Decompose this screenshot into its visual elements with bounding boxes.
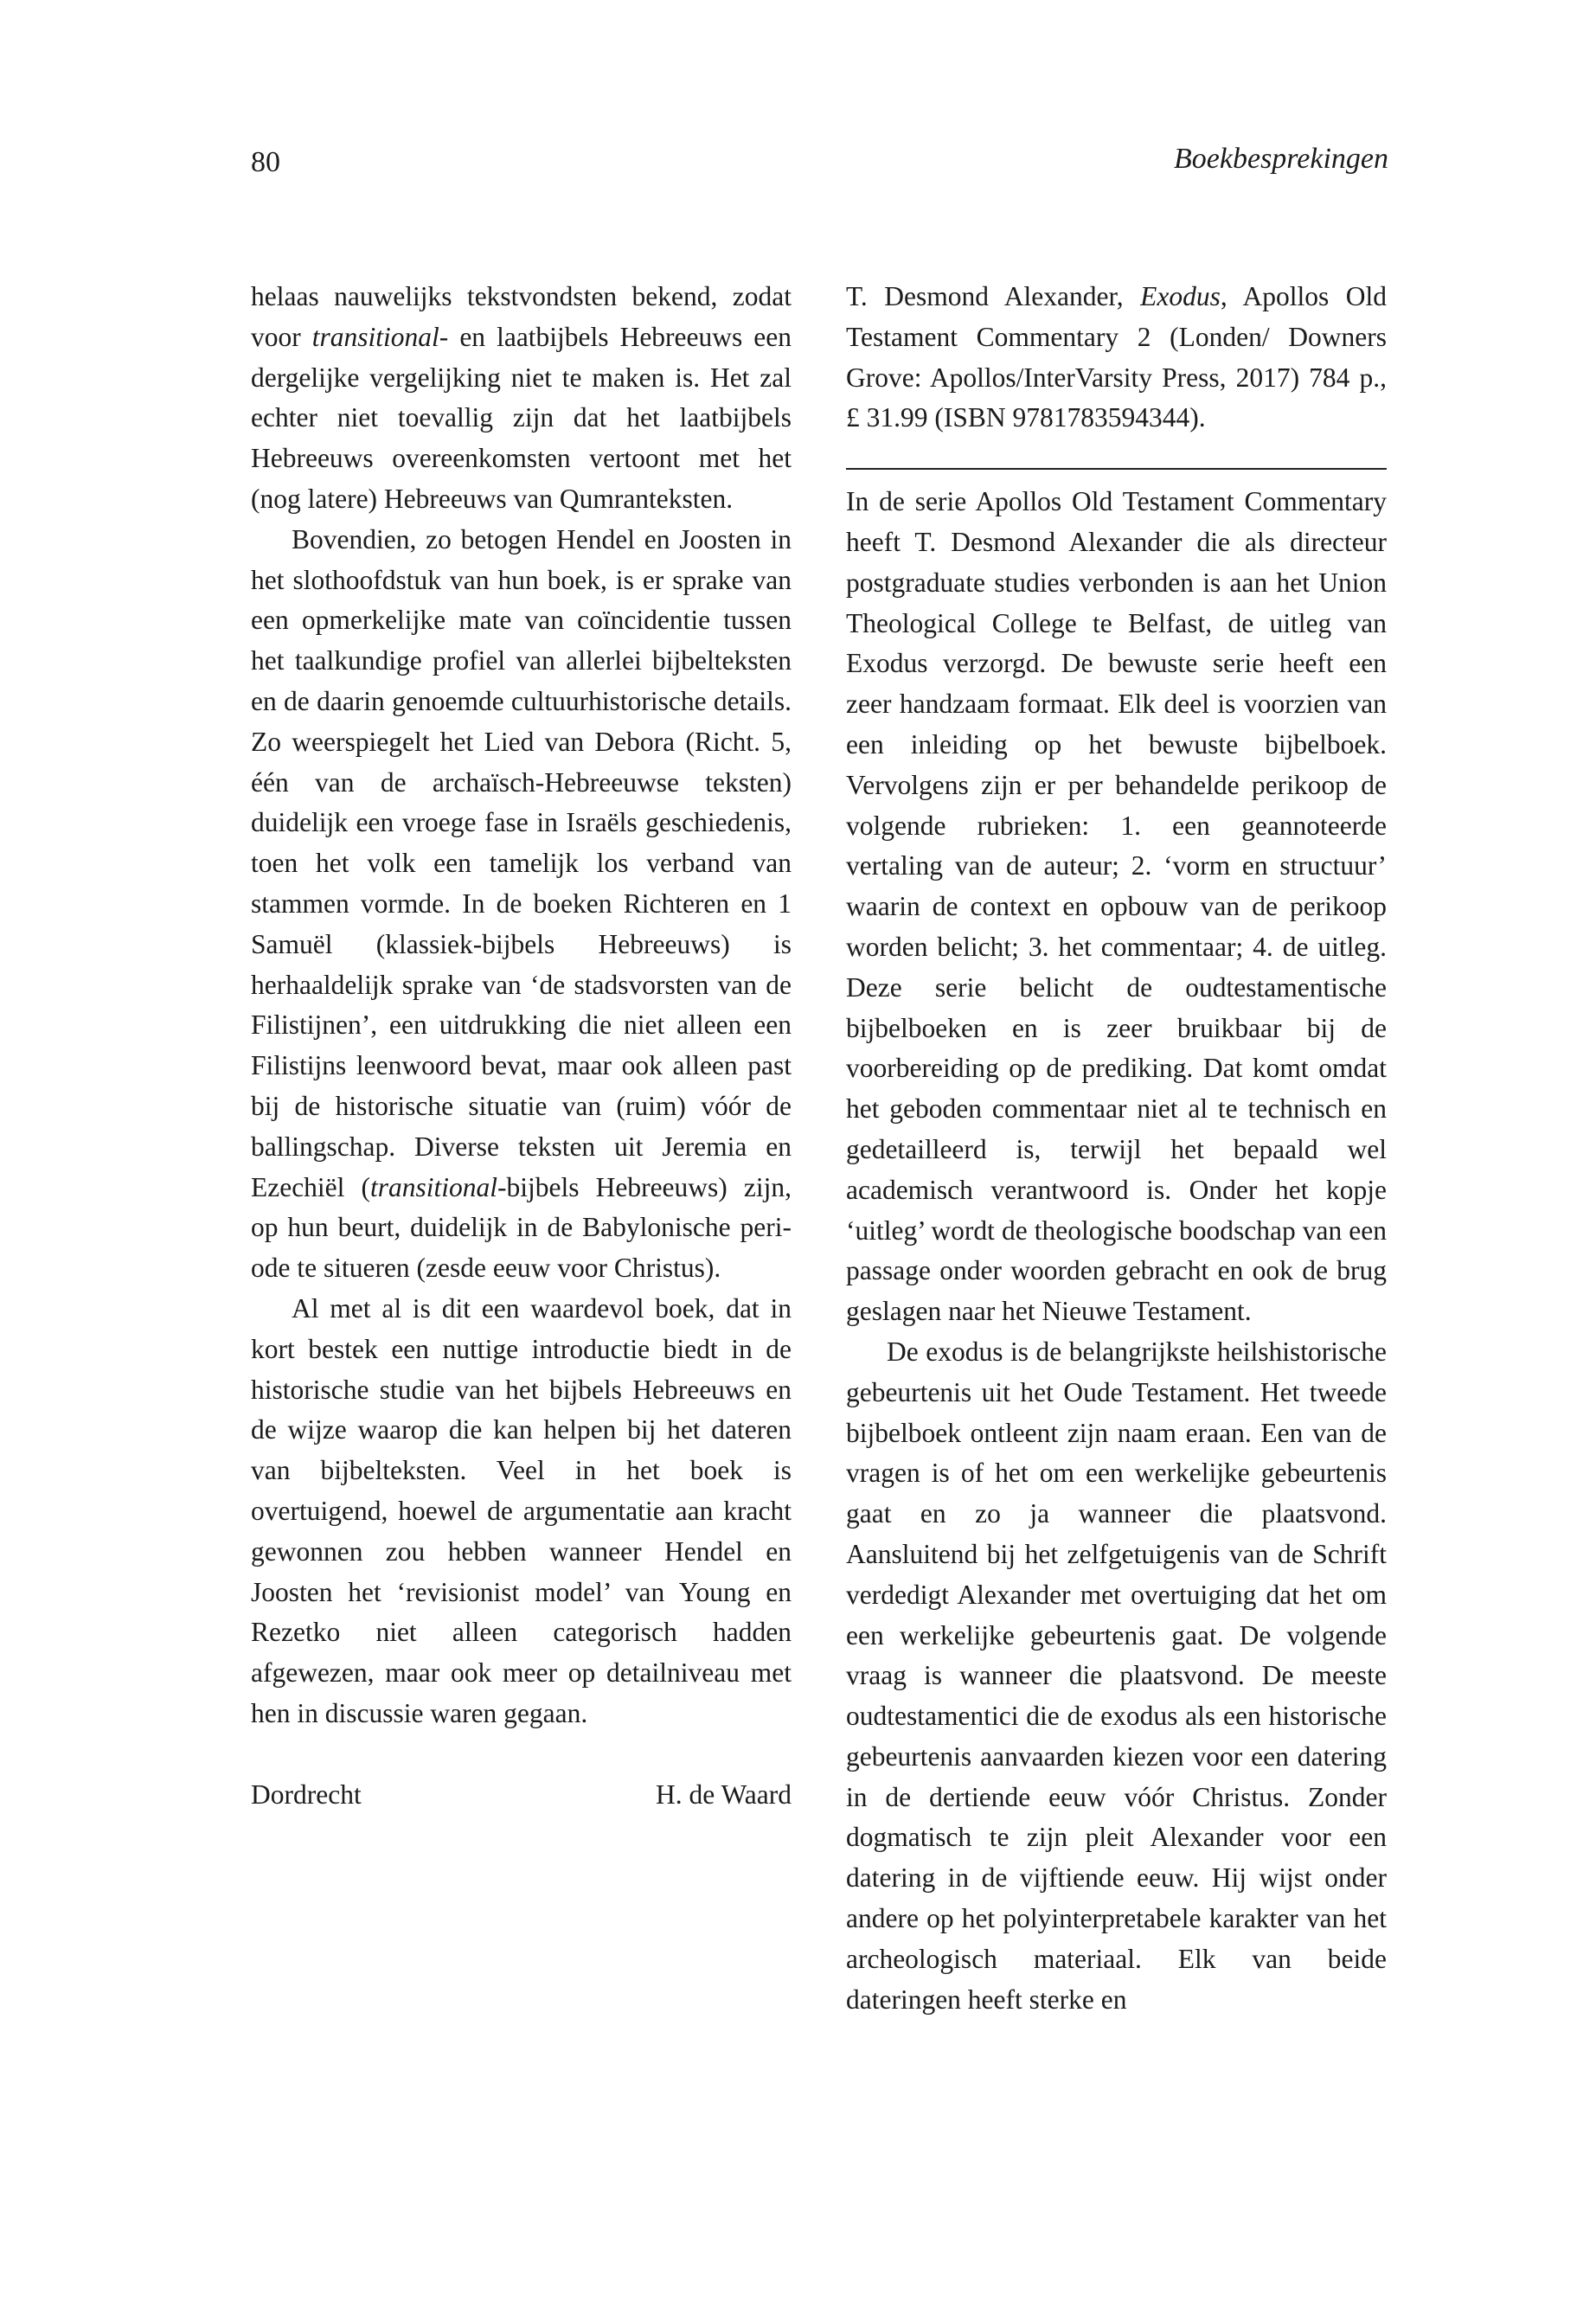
left-paragraph-2: Bovendien, zo betogen Hendel en Joosten in het slothoofdstuk van hun boek, is er sprake van een opmerkelijke mate van coïncidentie tussen het taalkundige profiel van allerlei bijbelteksten en de daarin genoemde cultuurhistorische details. Zo weerspiegelt het Lied van Debora (Richt. 5, één van de archaïsch-Hebreeuwse teksten) duidelijk een vroege fase in Israëls geschiedenis, toen het volk een tamelijk los verband van stammen vormde. In de boeken Richteren en 1 Samuël (klassiek-bijbels Hebreeuws) is herhaaldelijk sprake van ‘de stadsvorsten van de Filistijnen’, een uitdrukking die niet alleen een Filistijns leenwoord bevat, maar ook alleen past bij de historische situatie van (ruim) vóór de ballingschap. Diverse teksten uit Jeremia en Ezechiël (transitional-bijbels Hebreeuws) zijn, op hun beurt, duidelijk in de Babylonische periode te situeren (zesde eeuw voor Christus).	[251, 523, 792, 1284]
italic-term: transitional-	[311, 321, 449, 352]
right-paragraph-1: In de serie Apollos Old Testament Commentary heeft T. Desmond Alexander die als directeur postgraduate studies verbonden is aan het Union Theological College te Belfast, de uitleg van Exodus verzorgd. De bewuste serie heeft een zeer handzaam formaat. Elk deel is voorzien van een inleiding op het bewuste bijbelboek. Vervolgens zijn er per behandelde perikoop de volgende rubrieken: 1. een geannoteerde vertaling van de auteur; 2. ‘vorm en structuur’ waarin de context en opbouw van de perikoop worden belicht; 3. het commentaar; 4. de uitleg. Deze serie belicht de oudtestamentische bijbelboeken en is zeer bruikbaar bij de voorbereiding op de prediking. Dat komt omdat het geboden commentaar niet al te technisch en gedetailleerd is, terwijl het bepaald wel academisch verantwoord is. Onder het kopje ‘uitleg’ wordt de theologische boodschap van een passage onder woorden gebracht en ook de brug geslagen naar het Nieuwe Testament.	[846, 486, 1387, 1327]
running-head: Boekbesprekingen	[1174, 143, 1388, 175]
left-paragraph-1: helaas nauwelijks tekstvondsten bekend, zodat voor transitional- en laatbijbels Hebreeuws een dergelijke vergelijking niet te maken is. Het zal echter niet toevallig zijn dat het laatbijbels Hebreeuws overeenkomsten vertoont met het (nog latere) Hebreeuws van Qumranteksten.	[251, 281, 792, 514]
signature-place: Dordrecht	[251, 1779, 362, 1810]
divider-rule	[846, 468, 1387, 470]
review-signature	[251, 1775, 792, 1816]
right-column	[846, 277, 1387, 2020]
right-paragraph-2: De exodus is de belangrijkste heilshistorische gebeurtenis uit het Oude Testament. Het tweede bijbelboek ontleent zijn naam eraan. Een van de vragen is of het om een werkelijke gebeurtenis gaat en zo ja wanneer die plaatsvond. Aansluitend bij het zelfgetuigenis van de Schrift verdedigt Alexander met overtuiging dat het om een werkelijke gebeurtenis gaat. De volgende vraag is wanneer die plaatsvond. De meeste oudtestamentici die de exodus als een historische gebeurtenis aanvaarden kiezen voor een datering in de dertiende eeuw vóór Christus. Zonder dogmatisch te zijn pleit Alexander voor een datering in de vijftiende eeuw. Hij wijst onder andere op het polyinterpretabele karakter van het archeologisch materiaal. Elk van beide dateringen heeft sterke en	[846, 1336, 1387, 2015]
page-number: 80	[251, 146, 280, 178]
book-reference: T. Desmond Alexander, Exodus, Apollos Old Testament Commentary 2 (Londen/ Downers Grove: Apollos/InterVarsity Press, 2017) 784 p., £ 31.99 (ISBN 9781783594344).	[846, 281, 1388, 433]
left-column	[251, 277, 792, 1815]
left-paragraph-3: Al met al is dit een waardevol boek, dat in kort bestek een nuttige introductie biedt in de historische studie van het bijbels Hebreeuws en de wijze waarop die kan helpen bij het dateren van bijbelteksten. Veel in het boek is overtuigend, hoewel de argumentatie aan kracht gewonnen zou hebben wanneer Hendel en Joosten het ‘revisionist model’ van Young en Rezetko niet alleen categorisch hadden afgewezen, maar ook meer op detailniveau met hen in discussie waren gegaan.	[251, 1292, 792, 1728]
italic-term: transitional	[370, 1171, 498, 1202]
book-title: Exodus	[1140, 281, 1221, 311]
signature-author: H. de Waard	[656, 1779, 792, 1810]
